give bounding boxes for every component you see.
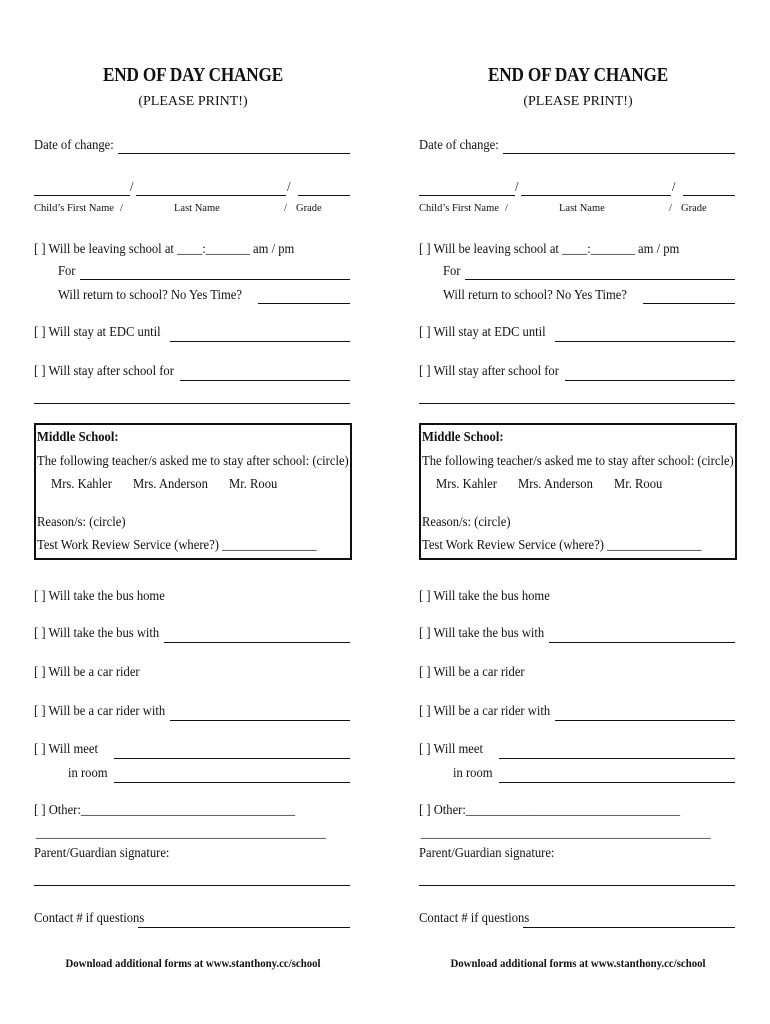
stay-after-school-option[interactable]: [ ] Will stay after school for xyxy=(419,364,559,379)
teacher-option[interactable]: Mr. Roou xyxy=(614,477,663,492)
for-label: For xyxy=(58,264,76,279)
car-rider-with-field[interactable] xyxy=(170,720,350,721)
return-to-school-label: Will return to school? No Yes Time? xyxy=(58,288,242,303)
download-forms-link[interactable]: Download additional forms at www.stanthony.cc/school xyxy=(65,956,321,970)
will-meet-option[interactable]: [ ] Will meet xyxy=(419,742,483,757)
contact-field[interactable] xyxy=(138,927,350,928)
edc-until-field[interactable] xyxy=(170,341,350,342)
date-of-change-label: Date of change: xyxy=(34,138,114,153)
stay-at-edc-option[interactable]: [ ] Will stay at EDC until xyxy=(419,325,546,340)
caption-divider: / xyxy=(120,203,123,214)
teachers-prompt: The following teacher/s asked me to stay after school: (circle) xyxy=(422,454,734,469)
name-divider: / xyxy=(515,180,519,195)
reasons-label: Reason/s: (circle) xyxy=(37,515,126,530)
teacher-option[interactable]: Mrs. Anderson xyxy=(133,477,208,492)
signature-field[interactable] xyxy=(34,885,350,886)
name-divider: / xyxy=(287,180,291,195)
car-rider-option[interactable]: [ ] Will be a car rider xyxy=(419,665,525,680)
middle-school-heading: Middle School: xyxy=(37,430,119,445)
first-name-caption: Child’s First Name xyxy=(419,203,499,214)
for-field[interactable] xyxy=(80,279,350,280)
stay-at-edc-option[interactable]: [ ] Will stay at EDC until xyxy=(34,325,161,340)
teacher-option[interactable]: Mrs. Anderson xyxy=(518,477,593,492)
other-option[interactable]: [ ] Other:__________________________________ xyxy=(419,803,681,818)
return-time-field[interactable] xyxy=(643,303,735,304)
other-field-line2[interactable]: ______________________________________________ xyxy=(36,826,326,841)
bus-with-field[interactable] xyxy=(164,642,350,643)
name-divider: / xyxy=(130,180,134,195)
date-of-change-field[interactable] xyxy=(503,153,735,154)
leaving-school-option[interactable]: [ ] Will be leaving school at ____:_______ am / pm xyxy=(34,242,295,257)
form-right xyxy=(419,0,737,1024)
grade-field[interactable] xyxy=(683,195,735,196)
teacher-option[interactable]: Mrs. Kahler xyxy=(51,477,112,492)
form-title: END OF DAY CHANGE xyxy=(102,64,284,86)
caption-divider: / xyxy=(669,203,672,214)
last-name-field[interactable] xyxy=(136,195,286,196)
last-name-caption: Last Name xyxy=(559,203,605,214)
bus-with-option[interactable]: [ ] Will take the bus with xyxy=(34,626,160,641)
after-school-field-line2[interactable] xyxy=(34,403,350,404)
middle-school-box xyxy=(34,423,352,560)
last-name-field[interactable] xyxy=(521,195,671,196)
grade-caption: Grade xyxy=(296,203,322,214)
other-field-line2[interactable]: ______________________________________________ xyxy=(421,826,711,841)
car-rider-with-option[interactable]: [ ] Will be a car rider with xyxy=(419,704,551,719)
after-school-field[interactable] xyxy=(565,380,735,381)
for-field[interactable] xyxy=(465,279,735,280)
teachers-prompt: The following teacher/s asked me to stay after school: (circle) xyxy=(37,454,349,469)
in-room-label: in room xyxy=(68,766,108,781)
car-rider-with-field[interactable] xyxy=(555,720,735,721)
return-to-school-label: Will return to school? No Yes Time? xyxy=(443,288,627,303)
download-forms-link[interactable]: Download additional forms at www.stanthony.cc/school xyxy=(450,956,706,970)
car-rider-with-option[interactable]: [ ] Will be a car rider with xyxy=(34,704,166,719)
signature-label: Parent/Guardian signature: xyxy=(34,846,170,861)
bus-home-option[interactable]: [ ] Will take the bus home xyxy=(34,589,165,604)
reasons-options[interactable]: Test Work Review Service (where?) _______________ xyxy=(422,538,702,553)
form-title: END OF DAY CHANGE xyxy=(487,64,669,86)
grade-caption: Grade xyxy=(681,203,707,214)
caption-divider: / xyxy=(284,203,287,214)
signature-label: Parent/Guardian signature: xyxy=(419,846,555,861)
form-subtitle: (PLEASE PRINT!) xyxy=(138,94,248,109)
teacher-option[interactable]: Mr. Roou xyxy=(229,477,278,492)
bus-home-option[interactable]: [ ] Will take the bus home xyxy=(419,589,550,604)
in-room-label: in room xyxy=(453,766,493,781)
will-meet-field[interactable] xyxy=(114,758,350,759)
return-time-field[interactable] xyxy=(258,303,350,304)
name-divider: / xyxy=(672,180,676,195)
contact-field[interactable] xyxy=(523,927,735,928)
form-left xyxy=(34,0,352,1024)
date-of-change-field[interactable] xyxy=(118,153,350,154)
bus-with-field[interactable] xyxy=(549,642,735,643)
after-school-field[interactable] xyxy=(180,380,350,381)
edc-until-field[interactable] xyxy=(555,341,735,342)
for-label: For xyxy=(443,264,461,279)
first-name-field[interactable] xyxy=(34,195,130,196)
signature-field[interactable] xyxy=(419,885,735,886)
teacher-option[interactable]: Mrs. Kahler xyxy=(436,477,497,492)
middle-school-box xyxy=(419,423,737,560)
first-name-field[interactable] xyxy=(419,195,515,196)
stay-after-school-option[interactable]: [ ] Will stay after school for xyxy=(34,364,174,379)
last-name-caption: Last Name xyxy=(174,203,220,214)
middle-school-heading: Middle School: xyxy=(422,430,504,445)
reasons-label: Reason/s: (circle) xyxy=(422,515,511,530)
caption-divider: / xyxy=(505,203,508,214)
contact-label: Contact # if questions xyxy=(419,911,530,926)
reasons-options[interactable]: Test Work Review Service (where?) _______________ xyxy=(37,538,317,553)
after-school-field-line2[interactable] xyxy=(419,403,735,404)
form-subtitle: (PLEASE PRINT!) xyxy=(523,94,633,109)
in-room-field[interactable] xyxy=(114,782,350,783)
contact-label: Contact # if questions xyxy=(34,911,145,926)
other-option[interactable]: [ ] Other:__________________________________ xyxy=(34,803,296,818)
car-rider-option[interactable]: [ ] Will be a car rider xyxy=(34,665,140,680)
in-room-field[interactable] xyxy=(499,782,735,783)
bus-with-option[interactable]: [ ] Will take the bus with xyxy=(419,626,545,641)
grade-field[interactable] xyxy=(298,195,350,196)
will-meet-option[interactable]: [ ] Will meet xyxy=(34,742,98,757)
first-name-caption: Child’s First Name xyxy=(34,203,114,214)
date-of-change-label: Date of change: xyxy=(419,138,499,153)
leaving-school-option[interactable]: [ ] Will be leaving school at ____:_______ am / pm xyxy=(419,242,680,257)
will-meet-field[interactable] xyxy=(499,758,735,759)
